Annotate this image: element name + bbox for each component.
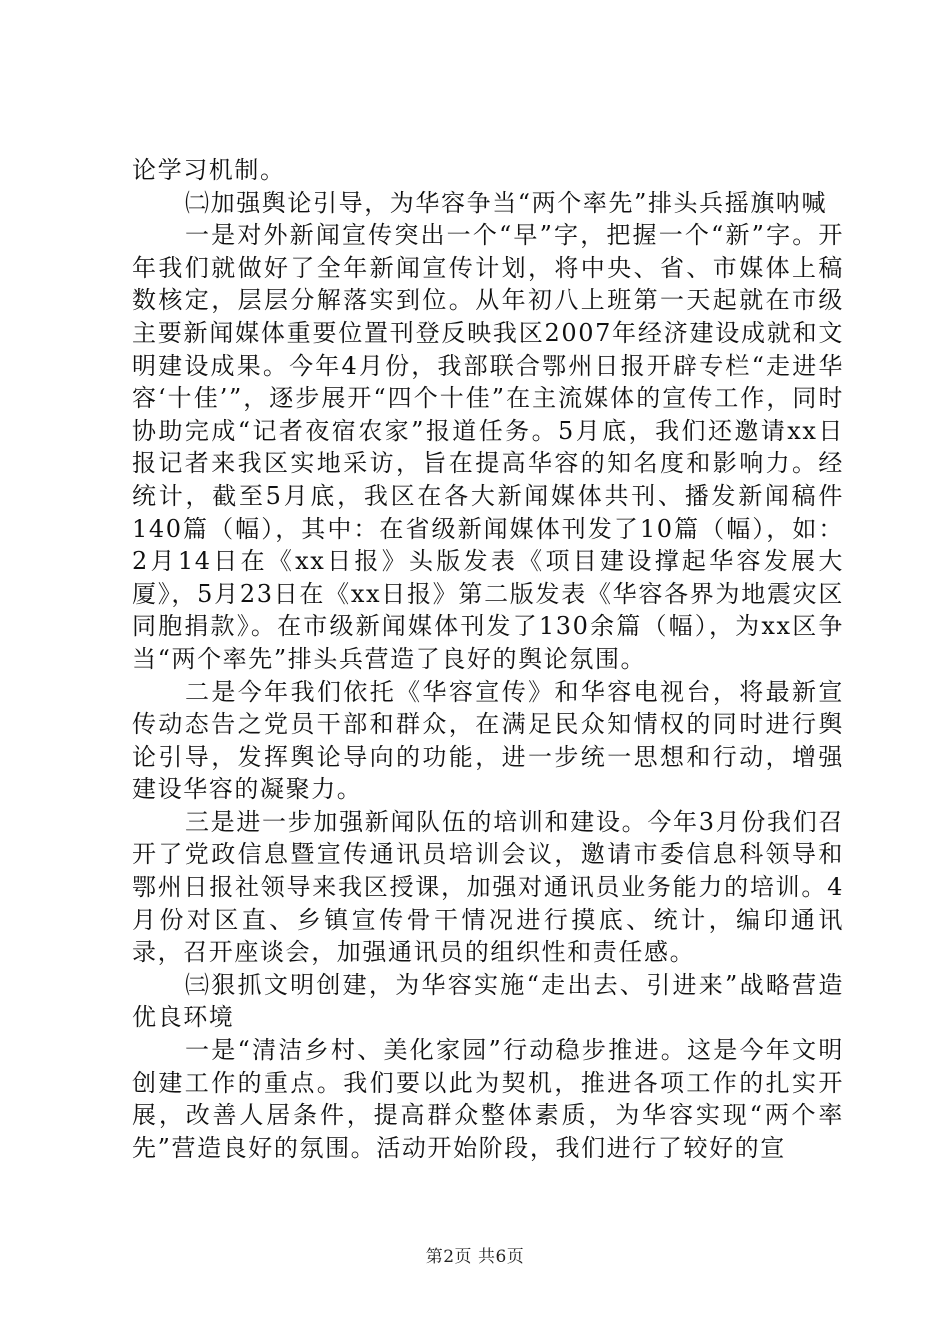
section-heading-2: ㈡加强舆论引导，为华容争当“两个率先”排头兵摇旗呐喊 [185, 188, 828, 217]
paragraph-team-training: 三是进一步加强新闻队伍的培训和建设。今年3月份我们召开了党政信息暨宣传通讯员培训会议，邀请市委信息科领导和鄂州日报社领导来我区授课，加强对通讯员业务能力的培训。4月份对区直、乡镇宣传骨干情况进行摸底、统计，编印通讯录，召开座谈会，加强通讯员的组织性和责任感。 [132, 807, 844, 967]
paragraph-news-publicity: 一是对外新闻宣传突出一个“早”字，把握一个“新”字。开年我们就做好了全年新闻宣传计划，将中央、省、市媒体上稿数核定，层层分解落实到位。从年初八上班第一天起就在市级主要新闻媒体重要位置刊登反映我区2007年经济建设成就和文明建设成果。今年4月份，我部联合鄂州日报开辟专栏“走进华容‘十佳’”，逐步展开“四个十佳”在主流媒体的宣传工作，同时协助完成“记者夜宿农家”报道任务。5月底，我们还邀请xx日报记者来我区实地采访，旨在提高华容的知名度和影响力。经统计，截至5月底，我区在各大新闻媒体共刊、播发新闻稿件140篇（幅），其中：在省级新闻媒体刊发了10篇（幅），如：2月14日在《xx日报》头版发表《项目建设撑起华容发展大厦》，5月23日在《xx日报》第二版发表《华容各界为地震灾区同胞捐款》。在市级新闻媒体刊发了130余篇（幅），为xx区争当“两个率先”排头兵营造了良好的舆论氛围。 [132, 221, 844, 673]
paragraph-tv-guidance: 二是今年我们依托《华容宣传》和华容电视台，将最新宣传动态告之党员干部和群众，在满足民众知情权的同时进行舆论引导，发挥舆论导向的功能，进一步统一思想和行动，增强建设华容的凝聚力。 [132, 677, 844, 804]
document-body [132, 154, 844, 1164]
page-footer: 第2页 共6页 [425, 1247, 525, 1267]
section-heading-3: ㈢狠抓文明创建，为华容实施“走出去、引进来”战略营造优良环境 [132, 970, 844, 1032]
paragraph-continuation: 论学习机制。 [132, 156, 286, 184]
paragraph-clean-village: 一是“清洁乡村、美化家园”行动稳步推进。这是今年文明创建工作的重点。我们要以此为契机，推进各项工作的扎实开展，改善人居条件，提高群众整体素质，为华容实现“两个率先”营造良好的氛围。活动开始阶段，我们进行了较好的宣 [132, 1036, 844, 1162]
